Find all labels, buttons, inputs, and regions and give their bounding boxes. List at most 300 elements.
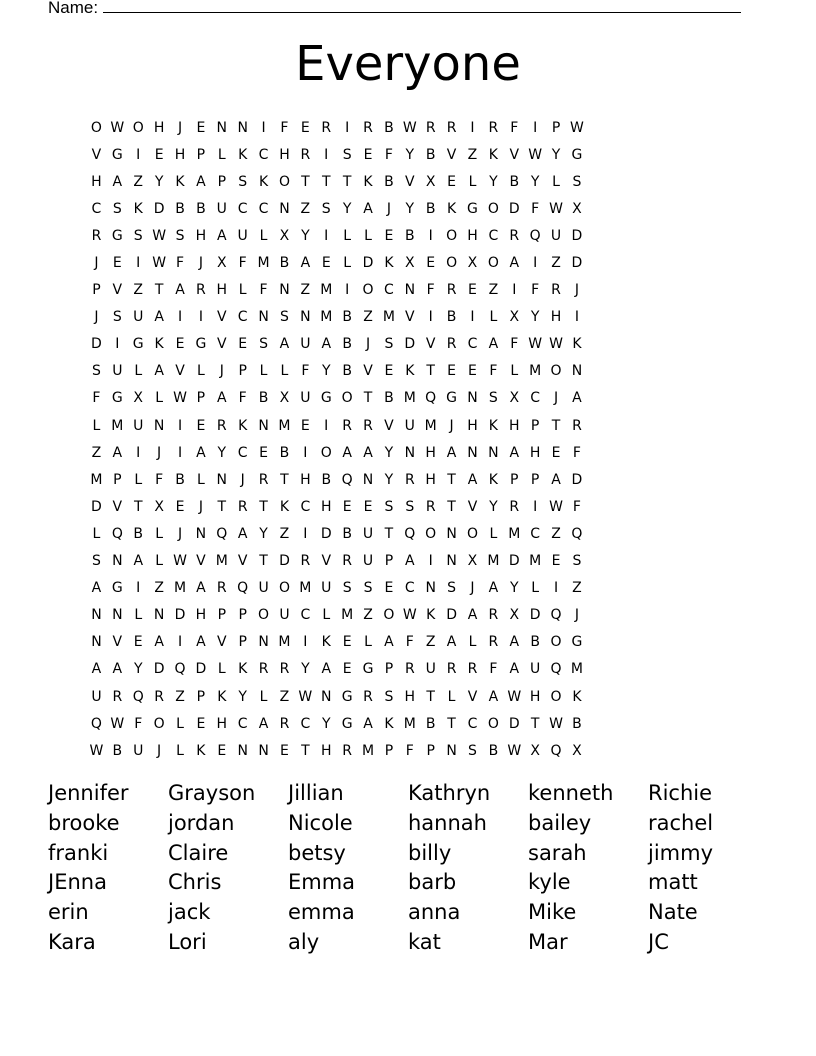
grid-letter[interactable]: S [384, 688, 394, 705]
grid-letter[interactable]: O [446, 227, 458, 244]
grid-letter[interactable]: T [530, 715, 540, 732]
grid-letter[interactable]: I [261, 119, 266, 136]
grid-letter[interactable]: W [507, 742, 522, 759]
grid-letter[interactable]: A [509, 661, 520, 678]
grid-letter[interactable]: I [177, 634, 183, 651]
grid-letter[interactable]: T [342, 173, 352, 190]
grid-letter[interactable]: A [405, 553, 415, 570]
grid-letter[interactable]: V [467, 498, 478, 515]
grid-letter[interactable]: A [509, 444, 520, 461]
grid-letter[interactable]: A [279, 336, 290, 353]
grid-letter[interactable]: F [259, 282, 268, 299]
grid-letter[interactable]: X [572, 200, 582, 217]
grid-letter[interactable]: L [468, 634, 477, 651]
grid-letter[interactable]: L [552, 173, 560, 190]
grid-letter[interactable]: U [237, 227, 248, 244]
grid-letter[interactable]: L [155, 553, 164, 570]
grid-letter[interactable]: H [425, 471, 436, 488]
grid-letter[interactable]: G [341, 715, 353, 732]
grid-letter[interactable]: E [238, 336, 248, 353]
grid-letter[interactable]: X [467, 255, 478, 272]
grid-letter[interactable]: D [153, 661, 165, 678]
grid-letter[interactable]: R [425, 498, 436, 515]
grid-letter[interactable]: J [553, 390, 559, 407]
grid-letter[interactable]: M [320, 309, 333, 326]
grid-letter[interactable]: Q [529, 227, 541, 244]
grid-letter[interactable]: S [405, 498, 415, 515]
grid-letter[interactable]: D [529, 607, 541, 624]
grid-letter[interactable]: K [238, 146, 248, 163]
grid-letter[interactable]: P [530, 471, 540, 488]
grid-letter[interactable]: I [345, 119, 350, 136]
grid-letter[interactable]: O [278, 173, 290, 190]
grid-letter[interactable]: F [280, 119, 289, 136]
grid-letter[interactable]: Q [550, 607, 562, 624]
grid-letter[interactable]: N [91, 634, 102, 651]
grid-letter[interactable]: F [489, 661, 498, 678]
grid-letter[interactable]: N [446, 525, 457, 542]
grid-letter[interactable]: X [279, 227, 290, 244]
grid-letter[interactable]: L [468, 173, 477, 190]
grid-letter[interactable]: S [572, 173, 582, 190]
grid-letter[interactable]: S [112, 200, 122, 217]
grid-letter[interactable]: O [320, 444, 332, 461]
grid-letter[interactable]: Z [300, 282, 311, 299]
grid-letter[interactable]: W [549, 715, 563, 732]
grid-letter[interactable]: X [530, 742, 540, 759]
grid-letter[interactable]: P [196, 390, 206, 407]
grid-letter[interactable]: B [342, 363, 352, 380]
grid-letter[interactable]: A [321, 661, 332, 678]
grid-letter[interactable]: D [571, 227, 583, 244]
grid-letter[interactable]: W [298, 688, 313, 705]
grid-letter[interactable]: G [446, 390, 458, 407]
grid-letter[interactable]: Y [259, 525, 268, 542]
grid-letter[interactable]: T [321, 173, 331, 190]
grid-letter[interactable]: M [487, 553, 500, 570]
grid-letter[interactable]: E [384, 227, 394, 244]
grid-letter[interactable]: A [342, 444, 352, 461]
grid-letter[interactable]: N [404, 282, 416, 299]
grid-letter[interactable]: S [112, 309, 122, 326]
grid-letter[interactable]: S [363, 580, 373, 597]
grid-letter[interactable]: S [280, 309, 289, 326]
grid-letter[interactable]: O [383, 607, 395, 624]
grid-letter[interactable]: L [155, 525, 164, 542]
grid-letter[interactable]: G [111, 227, 123, 244]
grid-letter[interactable]: E [112, 255, 122, 272]
grid-letter[interactable]: M [570, 661, 583, 678]
grid-letter[interactable]: C [530, 390, 541, 407]
grid-letter[interactable]: Y [301, 661, 310, 678]
grid-letter[interactable]: R [91, 227, 102, 244]
grid-letter[interactable]: Q [237, 580, 249, 597]
grid-letter[interactable]: H [529, 444, 541, 461]
grid-letter[interactable]: A [196, 580, 206, 597]
grid-letter[interactable]: B [384, 390, 394, 407]
grid-letter[interactable]: D [153, 200, 165, 217]
grid-letter[interactable]: O [550, 363, 562, 380]
grid-letter[interactable]: S [238, 173, 248, 190]
grid-letter[interactable]: B [279, 444, 290, 461]
name-field[interactable] [48, 0, 741, 19]
grid-letter[interactable]: I [177, 417, 183, 434]
grid-letter[interactable]: M [508, 525, 521, 542]
grid-letter[interactable]: I [428, 227, 433, 244]
grid-letter[interactable]: N [446, 742, 457, 759]
grid-letter[interactable]: X [216, 255, 227, 272]
grid-letter[interactable]: T [217, 498, 227, 515]
grid-letter[interactable]: L [92, 417, 101, 434]
grid-letter[interactable]: L [155, 390, 164, 407]
grid-letter[interactable]: A [363, 444, 373, 461]
grid-letter[interactable]: S [92, 553, 101, 570]
grid-letter[interactable]: Y [238, 688, 247, 705]
grid-letter[interactable]: U [133, 742, 144, 759]
grid-letter[interactable]: Y [301, 227, 310, 244]
grid-letter[interactable]: K [488, 471, 498, 488]
grid-letter[interactable]: W [110, 119, 125, 136]
grid-letter[interactable]: B [258, 390, 269, 407]
grid-letter[interactable]: T [384, 525, 394, 542]
grid-letter[interactable]: H [195, 227, 207, 244]
grid-letter[interactable]: H [529, 688, 541, 705]
grid-letter[interactable]: R [509, 227, 520, 244]
grid-letter[interactable]: R [509, 498, 520, 515]
grid-letter[interactable]: I [198, 309, 203, 326]
grid-letter[interactable]: V [384, 417, 394, 434]
grid-letter[interactable]: B [425, 146, 436, 163]
grid-letter[interactable]: A [112, 661, 123, 678]
grid-letter[interactable]: S [259, 336, 269, 353]
grid-letter[interactable]: M [403, 715, 416, 732]
grid-letter[interactable]: V [509, 146, 520, 163]
grid-letter[interactable]: C [237, 444, 248, 461]
grid-letter[interactable]: O [258, 607, 270, 624]
grid-letter[interactable]: D [508, 553, 520, 570]
grid-letter[interactable]: Q [216, 525, 228, 542]
grid-letter[interactable]: K [405, 363, 415, 380]
grid-letter[interactable]: U [530, 661, 541, 678]
grid-letter[interactable]: A [572, 390, 582, 407]
grid-letter[interactable]: Y [530, 173, 540, 190]
grid-letter[interactable]: A [446, 634, 457, 651]
grid-letter[interactable]: W [570, 119, 584, 136]
grid-letter[interactable]: K [363, 173, 373, 190]
grid-letter[interactable]: K [384, 255, 394, 272]
grid-letter[interactable]: I [574, 309, 579, 326]
grid-letter[interactable]: F [531, 282, 540, 299]
grid-letter[interactable]: B [530, 634, 540, 651]
grid-letter[interactable]: N [571, 363, 583, 380]
grid-letter[interactable]: P [384, 661, 394, 678]
grid-letter[interactable]: F [489, 363, 498, 380]
grid-letter[interactable]: E [175, 336, 185, 353]
grid-letter[interactable]: Z [300, 200, 311, 217]
grid-letter[interactable]: S [133, 227, 143, 244]
grid-letter[interactable]: L [238, 282, 247, 299]
grid-letter[interactable]: G [571, 634, 583, 651]
grid-letter[interactable]: A [112, 444, 123, 461]
grid-letter[interactable]: P [238, 363, 247, 380]
grid-letter[interactable]: L [343, 227, 352, 244]
grid-letter[interactable]: R [154, 688, 164, 705]
grid-letter[interactable]: O [132, 119, 144, 136]
grid-letter[interactable]: J [574, 607, 579, 624]
grid-letter[interactable]: Y [321, 715, 331, 732]
grid-letter[interactable]: T [259, 553, 268, 570]
grid-letter[interactable]: R [363, 417, 373, 434]
grid-letter[interactable]: V [196, 553, 206, 570]
grid-letter[interactable]: N [91, 607, 102, 624]
grid-letter[interactable]: D [508, 715, 520, 732]
grid-letter[interactable]: N [195, 525, 207, 542]
grid-letter[interactable]: K [175, 173, 185, 190]
grid-letter[interactable]: R [446, 661, 457, 678]
grid-letter[interactable]: C [91, 200, 102, 217]
grid-letter[interactable]: R [488, 607, 499, 624]
grid-letter[interactable]: Q [341, 471, 353, 488]
grid-letter[interactable]: P [196, 146, 206, 163]
grid-letter[interactable]: I [136, 444, 141, 461]
grid-letter[interactable]: N [425, 580, 436, 597]
grid-letter[interactable]: L [259, 688, 268, 705]
grid-letter[interactable]: X [509, 309, 520, 326]
grid-letter[interactable]: R [488, 634, 499, 651]
grid-letter[interactable]: Z [572, 580, 582, 597]
grid-letter[interactable]: O [487, 200, 499, 217]
grid-letter[interactable]: H [320, 498, 332, 515]
grid-letter[interactable]: E [300, 417, 310, 434]
grid-letter[interactable]: H [508, 417, 520, 434]
grid-letter[interactable]: Y [489, 498, 498, 515]
grid-letter[interactable]: R [425, 119, 436, 136]
grid-letter[interactable]: E [447, 363, 457, 380]
grid-letter[interactable]: W [402, 607, 417, 624]
grid-letter[interactable]: E [217, 742, 227, 759]
grid-letter[interactable]: N [467, 390, 478, 407]
grid-letter[interactable]: M [341, 607, 354, 624]
grid-letter[interactable]: G [132, 336, 144, 353]
grid-letter[interactable]: J [219, 363, 224, 380]
grid-letter[interactable]: A [384, 634, 394, 651]
grid-letter[interactable]: W [507, 688, 522, 705]
grid-letter[interactable]: U [133, 417, 144, 434]
grid-letter[interactable]: J [198, 255, 203, 272]
grid-letter[interactable]: L [134, 607, 143, 624]
grid-letter[interactable]: G [111, 390, 123, 407]
grid-letter[interactable]: K [446, 200, 457, 217]
grid-letter[interactable]: R [216, 580, 227, 597]
grid-letter[interactable]: Y [509, 580, 519, 597]
grid-letter[interactable]: M [424, 417, 437, 434]
grid-letter[interactable]: N [321, 688, 332, 705]
grid-letter[interactable]: U [216, 200, 227, 217]
grid-letter[interactable]: A [488, 580, 499, 597]
grid-letter[interactable]: W [152, 255, 167, 272]
grid-letter[interactable]: Z [133, 173, 144, 190]
grid-letter[interactable]: H [195, 607, 207, 624]
grid-letter[interactable]: D [508, 200, 520, 217]
grid-letter[interactable]: B [572, 715, 582, 732]
grid-letter[interactable]: L [489, 525, 498, 542]
grid-letter[interactable]: G [320, 390, 332, 407]
grid-letter[interactable]: C [530, 525, 541, 542]
grid-letter[interactable]: E [384, 363, 394, 380]
grid-letter[interactable]: I [136, 255, 141, 272]
grid-letter[interactable]: R [300, 146, 311, 163]
grid-letter[interactable]: L [280, 363, 289, 380]
grid-letter[interactable]: Z [91, 444, 102, 461]
grid-letter[interactable]: D [446, 607, 457, 624]
grid-letter[interactable]: P [238, 634, 247, 651]
grid-letter[interactable]: T [301, 173, 310, 190]
grid-letter[interactable]: G [362, 661, 374, 678]
grid-letter[interactable]: O [466, 525, 478, 542]
grid-letter[interactable]: K [384, 715, 394, 732]
grid-letter[interactable]: R [216, 417, 227, 434]
grid-letter[interactable]: E [363, 498, 373, 515]
grid-letter[interactable]: U [425, 661, 436, 678]
grid-letter[interactable]: N [258, 309, 269, 326]
grid-letter[interactable]: D [571, 471, 583, 488]
grid-letter[interactable]: S [384, 336, 394, 353]
grid-letter[interactable]: S [175, 227, 185, 244]
grid-letter[interactable]: G [111, 580, 123, 597]
grid-letter[interactable]: D [91, 336, 102, 353]
grid-letter[interactable]: V [112, 498, 123, 515]
grid-letter[interactable]: O [487, 255, 499, 272]
grid-letter[interactable]: M [403, 390, 416, 407]
grid-letter[interactable]: A [446, 444, 457, 461]
grid-letter[interactable]: L [196, 471, 205, 488]
grid-letter[interactable]: I [324, 417, 329, 434]
grid-letter[interactable]: D [320, 525, 332, 542]
grid-letter[interactable]: Y [321, 363, 331, 380]
grid-letter[interactable]: F [301, 363, 310, 380]
grid-letter[interactable]: M [320, 282, 333, 299]
grid-letter[interactable]: F [572, 498, 581, 515]
grid-letter[interactable]: L [196, 363, 205, 380]
grid-letter[interactable]: O [487, 715, 499, 732]
grid-letter[interactable]: N [153, 607, 165, 624]
grid-letter[interactable]: C [384, 282, 394, 299]
grid-letter[interactable]: L [259, 227, 268, 244]
grid-letter[interactable]: F [238, 390, 247, 407]
grid-letter[interactable]: T [447, 498, 456, 515]
grid-letter[interactable]: H [153, 119, 165, 136]
grid-letter[interactable]: Z [133, 282, 144, 299]
grid-letter[interactable]: B [384, 173, 394, 190]
grid-letter[interactable]: O [550, 688, 562, 705]
grid-letter[interactable]: K [572, 688, 582, 705]
grid-letter[interactable]: N [279, 200, 290, 217]
grid-letter[interactable]: V [91, 146, 102, 163]
grid-letter[interactable]: C [300, 715, 311, 732]
grid-letter[interactable]: F [572, 444, 581, 461]
grid-letter[interactable]: J [574, 282, 579, 299]
grid-letter[interactable]: A [217, 390, 227, 407]
grid-letter[interactable]: J [365, 336, 371, 353]
grid-letter[interactable]: M [529, 363, 542, 380]
grid-letter[interactable]: X [279, 390, 290, 407]
grid-letter[interactable]: A [258, 715, 269, 732]
grid-letter[interactable]: G [341, 688, 353, 705]
grid-letter[interactable]: Q [550, 742, 562, 759]
grid-letter[interactable]: W [528, 146, 543, 163]
grid-letter[interactable]: F [384, 146, 393, 163]
grid-letter[interactable]: E [342, 498, 352, 515]
grid-letter[interactable]: N [362, 471, 374, 488]
grid-letter[interactable]: U [300, 390, 311, 407]
grid-letter[interactable]: B [321, 471, 332, 488]
grid-letter[interactable]: M [529, 553, 542, 570]
grid-letter[interactable]: V [237, 553, 248, 570]
grid-letter[interactable]: B [342, 525, 352, 542]
grid-letter[interactable]: A [196, 444, 206, 461]
grid-letter[interactable]: L [217, 661, 226, 678]
grid-letter[interactable]: Y [133, 661, 143, 678]
grid-letter[interactable]: E [196, 417, 206, 434]
grid-letter[interactable]: L [176, 742, 184, 759]
grid-letter[interactable]: C [258, 200, 269, 217]
grid-letter[interactable]: M [299, 580, 312, 597]
grid-letter[interactable]: N [216, 119, 228, 136]
grid-letter[interactable]: U [133, 309, 144, 326]
grid-letter[interactable]: Y [384, 471, 394, 488]
grid-letter[interactable]: I [428, 553, 433, 570]
grid-letter[interactable]: F [531, 200, 540, 217]
grid-letter[interactable]: X [133, 390, 144, 407]
grid-letter[interactable]: R [279, 661, 290, 678]
grid-letter[interactable]: E [280, 742, 289, 759]
grid-letter[interactable]: X [509, 390, 520, 407]
grid-letter[interactable]: Z [551, 525, 561, 542]
grid-letter[interactable]: X [509, 607, 520, 624]
grid-letter[interactable]: N [258, 417, 269, 434]
grid-letter[interactable]: B [342, 309, 352, 326]
grid-letter[interactable]: Y [384, 444, 394, 461]
grid-letter[interactable]: B [488, 742, 499, 759]
grid-letter[interactable]: M [278, 634, 291, 651]
grid-letter[interactable]: M [382, 309, 395, 326]
grid-letter[interactable]: R [258, 661, 269, 678]
grid-letter[interactable]: T [301, 742, 310, 759]
grid-letter[interactable]: A [488, 688, 499, 705]
grid-letter[interactable]: I [324, 146, 329, 163]
grid-letter[interactable]: P [92, 282, 101, 299]
grid-letter[interactable]: U [550, 227, 562, 244]
grid-letter[interactable]: D [571, 255, 583, 272]
grid-letter[interactable]: H [174, 146, 186, 163]
grid-letter[interactable]: S [572, 553, 582, 570]
grid-letter[interactable]: Q [404, 525, 416, 542]
grid-letter[interactable]: U [404, 417, 415, 434]
grid-letter[interactable]: E [551, 553, 561, 570]
grid-letter[interactable]: V [112, 634, 123, 651]
grid-letter[interactable]: L [510, 363, 519, 380]
grid-letter[interactable]: R [404, 471, 415, 488]
grid-letter[interactable]: V [217, 336, 227, 353]
grid-letter[interactable]: T [426, 688, 435, 705]
grid-letter[interactable]: L [134, 363, 143, 380]
grid-letter[interactable]: D [404, 336, 416, 353]
grid-letter[interactable]: Z [279, 525, 290, 542]
grid-letter[interactable]: P [238, 607, 247, 624]
grid-letter[interactable]: R [342, 742, 352, 759]
grid-letter[interactable]: H [467, 417, 478, 434]
grid-letter[interactable]: X [467, 553, 478, 570]
